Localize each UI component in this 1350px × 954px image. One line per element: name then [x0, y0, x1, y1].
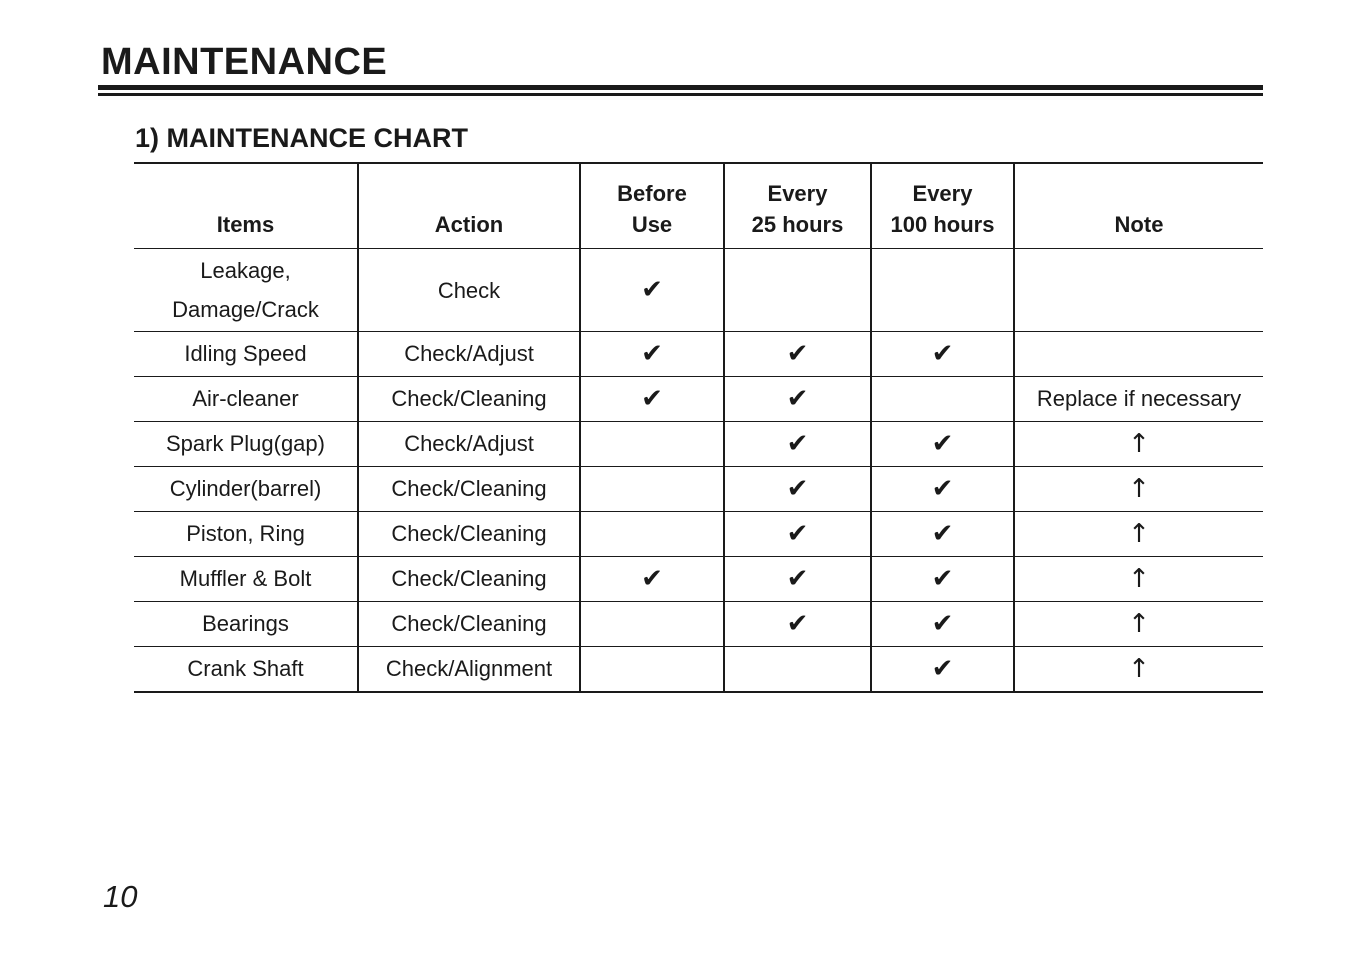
check-mark-icon: ✔	[724, 602, 871, 647]
item-name: Spark Plug(gap)	[166, 431, 325, 456]
item-name: Leakage,	[200, 258, 291, 283]
table-row	[134, 377, 1263, 422]
item-name: Muffler & Bolt	[179, 566, 312, 591]
check-mark-icon: ✔	[871, 647, 1014, 693]
empty-cell	[871, 377, 1014, 422]
item-cell	[134, 467, 358, 512]
item-cell	[134, 332, 358, 377]
ditto-arrow-icon: ↑	[1014, 557, 1263, 602]
page-number: 10	[103, 879, 138, 914]
ditto-arrow-icon: ↑	[1014, 422, 1263, 467]
item-name: Cylinder(barrel)	[169, 476, 322, 501]
table-row	[134, 557, 1263, 602]
action-cell: Check/Cleaning	[358, 557, 580, 602]
action-cell: Check/Cleaning	[358, 467, 580, 512]
ditto-arrow-icon: ↑	[1014, 467, 1263, 512]
header-action: Action	[358, 163, 580, 249]
empty-cell	[871, 249, 1014, 332]
note-cell	[1014, 249, 1263, 332]
item-name: Crank Shaft	[187, 656, 304, 681]
check-mark-icon: ✔	[724, 557, 871, 602]
maintenance-chart-table	[134, 162, 1263, 693]
header-items: Items	[134, 163, 358, 249]
item-cell	[134, 377, 358, 422]
check-mark-icon: ✔	[871, 422, 1014, 467]
header-every-100-line-1: Every	[912, 181, 973, 206]
check-mark-icon: ✔	[871, 512, 1014, 557]
header-every-25-line-2: 25 hours	[751, 212, 844, 237]
table-row	[134, 249, 1263, 332]
item-cell	[134, 422, 358, 467]
action-cell: Check/Cleaning	[358, 602, 580, 647]
title-rule-thin	[98, 93, 1263, 96]
check-mark-icon: ✔	[580, 557, 724, 602]
table-row	[134, 422, 1263, 467]
item-name: Damage/Crack	[172, 297, 319, 322]
action-cell: Check/Alignment	[358, 647, 580, 693]
title-rule-thick	[98, 85, 1263, 90]
empty-cell	[580, 422, 724, 467]
ditto-arrow-icon: ↑	[1014, 512, 1263, 557]
header-every-25-hours	[724, 163, 871, 249]
item-cell	[134, 512, 358, 557]
header-every-100-line-2: 100 hours	[890, 212, 995, 237]
item-cell	[134, 602, 358, 647]
check-mark-icon: ✔	[580, 249, 724, 332]
empty-cell	[724, 647, 871, 693]
ditto-arrow-icon: ↑	[1014, 647, 1263, 693]
action-cell: Check/Cleaning	[358, 377, 580, 422]
check-mark-icon: ✔	[724, 467, 871, 512]
item-cell	[134, 557, 358, 602]
check-mark-icon: ✔	[580, 332, 724, 377]
table-header-row	[134, 163, 1263, 249]
ditto-arrow-icon: ↑	[1014, 602, 1263, 647]
item-name: Piston, Ring	[186, 521, 305, 546]
action-cell: Check/Cleaning	[358, 512, 580, 557]
check-mark-icon: ✔	[724, 512, 871, 557]
header-before-use-line-1: Before	[617, 181, 687, 206]
header-every-25-line-1: Every	[767, 181, 828, 206]
header-note: Note	[1014, 163, 1263, 249]
empty-cell	[580, 512, 724, 557]
check-mark-icon: ✔	[871, 332, 1014, 377]
table-row	[134, 647, 1263, 693]
check-mark-icon: ✔	[580, 377, 724, 422]
table-body	[134, 249, 1263, 693]
header-every-100-hours	[871, 163, 1014, 249]
action-cell: Check/Adjust	[358, 422, 580, 467]
empty-cell	[724, 249, 871, 332]
table-row	[134, 602, 1263, 647]
action-cell: Check/Adjust	[358, 332, 580, 377]
check-mark-icon: ✔	[724, 377, 871, 422]
item-name: Bearings	[202, 611, 289, 636]
section-title: 1) MAINTENANCE CHART	[135, 123, 468, 153]
note-cell	[1014, 332, 1263, 377]
action-cell: Check	[358, 249, 580, 332]
empty-cell	[580, 602, 724, 647]
item-cell	[134, 249, 358, 332]
header-before-use	[580, 163, 724, 249]
note-cell: Replace if necessary	[1014, 377, 1263, 422]
table-row	[134, 512, 1263, 557]
table-row	[134, 467, 1263, 512]
empty-cell	[580, 467, 724, 512]
item-name: Idling Speed	[184, 341, 307, 366]
table-row	[134, 332, 1263, 377]
page-title: MAINTENANCE	[101, 41, 388, 83]
item-cell	[134, 647, 358, 693]
check-mark-icon: ✔	[724, 332, 871, 377]
check-mark-icon: ✔	[871, 557, 1014, 602]
empty-cell	[580, 647, 724, 693]
check-mark-icon: ✔	[871, 602, 1014, 647]
check-mark-icon: ✔	[724, 422, 871, 467]
item-name: Air-cleaner	[192, 386, 299, 411]
header-before-use-line-2: Use	[631, 212, 673, 237]
check-mark-icon: ✔	[871, 467, 1014, 512]
